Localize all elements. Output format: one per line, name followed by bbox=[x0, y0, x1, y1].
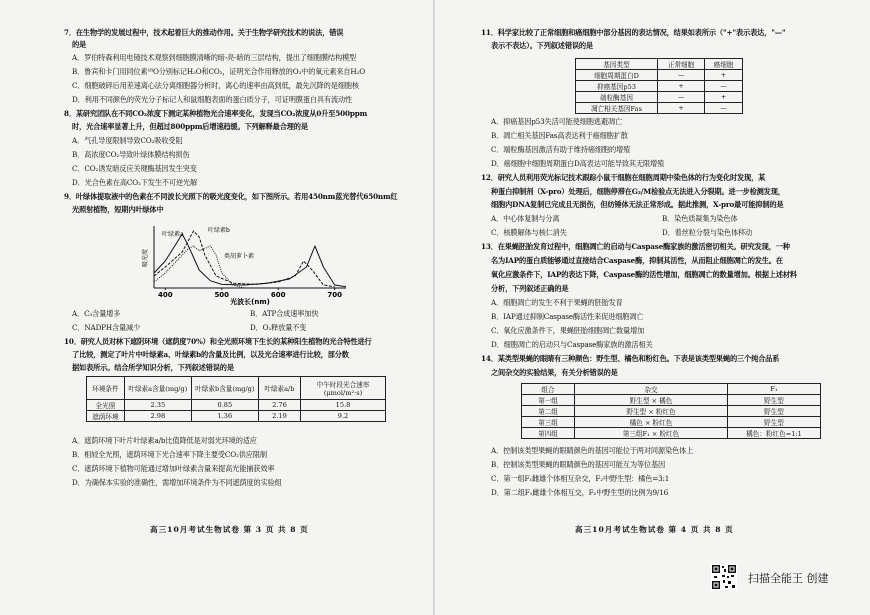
table-cell: 凋亡相关基因Fas bbox=[576, 103, 658, 114]
table-cell: 2.98 bbox=[124, 411, 191, 422]
table-row bbox=[87, 411, 386, 422]
q12-option-a: A．中心体复制与分离 bbox=[491, 214, 560, 223]
table-header-cell: 基因类型 bbox=[576, 59, 658, 70]
table-cell: 端粒酶基因 bbox=[576, 92, 658, 103]
q13-option-c: C．氧化应激条件下，果蝇胚胎细胞凋亡数量增加 bbox=[491, 326, 645, 335]
q10-stem: 10．研究人员对林下遮阴环境（遮荫度70%）和全光照环境下生长的某种阳生植物的光合特性进行 bbox=[64, 337, 372, 346]
q7-stem2: 的是 bbox=[72, 40, 87, 49]
q8-option-a: A．气孔导度限制导致CO₂吸收受阻 bbox=[72, 136, 183, 145]
q7-option-d: D．利用不同颜色的荧光分子标记人和鼠细胞表面的蛋白质分子，可证明膜蛋白具有流动性 bbox=[72, 95, 353, 104]
table-cell: 第三组 bbox=[522, 417, 575, 428]
table-cell: 第四组 bbox=[522, 428, 575, 439]
q13-option-b: B．IAP通过抑制Caspase酶活性来促进细胞凋亡 bbox=[491, 312, 644, 321]
q9-option-d: D．O₂释放量不变 bbox=[250, 323, 307, 332]
q9-option-b: B．ATP合成速率加快 bbox=[250, 309, 319, 318]
chart-y-label: 吸光度 bbox=[142, 248, 149, 268]
q11-stem2: 表示不表达）。下列叙述错误的是 bbox=[491, 41, 593, 50]
q7-stem: 7．在生物学的发展过程中，技术起着巨大的推动作用。关于生物学研究技术的说法，错误 bbox=[64, 28, 344, 37]
series-label-1: 叶绿素b bbox=[208, 227, 230, 234]
q13-stem2: 名为IAP的蛋白质能够通过直接结合Caspase酶，抑制其活性，从而阻止细胞凋亡的发生。在 bbox=[491, 256, 783, 265]
q9-stem2: 光照射植物，短期内叶绿体中 bbox=[72, 205, 164, 214]
q13-stem3: 氧化应激条件下，IAP的表达下降，Caspase酶的活性增加，细胞凋亡的数量增加。根据上述材料 bbox=[491, 270, 797, 279]
table-row bbox=[576, 92, 743, 103]
table-cell: 野生型 × 粉红色 bbox=[575, 406, 728, 417]
table-cell: 遮荫环境 bbox=[87, 411, 125, 422]
q12-option-c: C．核膜解体与核仁消失 bbox=[491, 228, 567, 237]
table-cell: 抑癌基因p53 bbox=[576, 81, 658, 92]
series-label-2: 类胡萝卜素 bbox=[224, 253, 255, 260]
table-header-cell: 中午时段光合速率(μmol/m²·s) bbox=[301, 377, 386, 400]
table-cell: — bbox=[705, 103, 743, 114]
table-cell: 第二组 bbox=[522, 406, 575, 417]
q11-option-c: C．端粒酶基因激活有助于维持癌细胞的增殖 bbox=[491, 145, 631, 154]
q14-option-d: D．第二组F₁雌雄个体相互交，F₂中野生型的比例为9/16 bbox=[491, 488, 669, 497]
table-cell: + bbox=[705, 92, 743, 103]
q12-option-d: D．着丝粒分裂与染色体移动 bbox=[662, 228, 753, 237]
table-header-cell: 叶绿素b含量(mg/g) bbox=[191, 377, 258, 400]
table-header-cell: 杂交 bbox=[575, 384, 728, 395]
table-row bbox=[522, 428, 821, 439]
q8-option-c: C．CO₂诱发暗反应关键酶基因发生突变 bbox=[72, 164, 197, 173]
table-row bbox=[522, 395, 821, 406]
series-label-0: 叶绿素a bbox=[162, 231, 184, 238]
x-tick-label: 500 bbox=[214, 291, 230, 299]
right-page bbox=[435, 0, 870, 615]
table-header-cell: 癌细胞 bbox=[705, 59, 743, 70]
q9-option-c: C．NADPH含量减少 bbox=[72, 323, 141, 332]
q14-stem: 14．某类型果蝇的眼睛有三种颜色：野生型、橘色和粉红色。下表是该类型果蝇的三个纯合品系 bbox=[481, 354, 780, 363]
table-cell: 野生型 bbox=[728, 417, 821, 428]
q9-option-a: A．C₃含量增多 bbox=[72, 309, 121, 318]
q8-stem2: 时，光合速率显著上升，但超过800ppm后增速趋缓。下列解释最合理的是 bbox=[72, 122, 308, 131]
table-cell: 第一组 bbox=[522, 395, 575, 406]
left-page-footer: 高三10月考试生物试卷 第 3 页 共 8 页 bbox=[150, 525, 309, 534]
q12-stem2: 种蛋白抑制剂（X-pro）处理后，细胞停滞在G₂/M检验点无法进入分裂期。进一步检测发现， bbox=[491, 187, 785, 196]
x-tick-label: 400 bbox=[157, 291, 173, 299]
table-cell: 15.8 bbox=[301, 400, 386, 411]
table-cell: 第三组F₁ × 粉红色 bbox=[575, 428, 728, 439]
table-header-cell: F₁ bbox=[728, 384, 821, 395]
q10-data-table bbox=[86, 376, 386, 422]
table-cell: 野生型 bbox=[728, 395, 821, 406]
q7-option-b: B．鲁宾和卡门用同位素¹⁸O分别标记H₂O和CO₂，证明光合作用释放的O₂中的氧元素来自H₂O bbox=[72, 67, 366, 76]
q12-stem3: 细胞内DNA复制已完成且无损伤，但纺锤体无法正常形成。据此推测，X-pro最可能抑制的是 bbox=[491, 200, 784, 209]
q9-stem: 9．叶绿体提取液中的色素在不同波长光照下的吸光度变化，如下图所示。若用450nm蓝光替代650nm红 bbox=[64, 192, 398, 201]
q14-cross-table bbox=[521, 383, 821, 439]
q8-stem: 8．某研究团队在不同CO₂浓度下测定某种植物光合速率变化，发现当CO₂浓度从0升至500ppm bbox=[64, 109, 368, 118]
q7-option-c: C．细胞破碎后用差速离心法分离细胞器分析时，离心的速率由高到低，最先沉降的是细胞核 bbox=[72, 81, 359, 90]
table-cell: 0.85 bbox=[191, 400, 258, 411]
q13-option-a: A．细胞凋亡的发生不利于果蝇的胚胎发育 bbox=[491, 298, 623, 307]
q12-option-b: B．染色质凝集为染色体 bbox=[662, 214, 738, 223]
table-cell: + bbox=[705, 70, 743, 81]
series-line-0 bbox=[154, 234, 346, 287]
q10-option-b: B．相较全光照，遮荫环境下光合速率下降主要受CO₂供应限制 bbox=[72, 450, 267, 459]
table-header-cell: 环境条件 bbox=[87, 377, 125, 400]
q11-option-a: A．抑癌基因p53失活可能使细胞逃避凋亡 bbox=[491, 117, 622, 126]
table-row bbox=[87, 400, 386, 411]
q10-stem2: 了比较，测定了叶片中叶绿素a、叶绿素b的含量及比例，以及光合速率进行比较，部分数 bbox=[72, 350, 349, 359]
table-cell: 1.36 bbox=[191, 411, 258, 422]
q8-option-b: B．高浓度CO₂导致叶绿体膜结构损伤 bbox=[72, 150, 190, 159]
q14-option-c: C．第一组F₁雌雄个体相互杂交，F₂中野生型：橘色=3:1 bbox=[491, 474, 670, 483]
q8-option-d: D．光合色素在高CO₂下发生不可逆光解 bbox=[72, 178, 198, 187]
x-tick-label: 700 bbox=[327, 291, 343, 299]
qr-code-icon bbox=[711, 564, 737, 590]
table-cell: 2.19 bbox=[258, 411, 300, 422]
table-cell: — bbox=[705, 81, 743, 92]
table-header-cell: 组合 bbox=[522, 384, 575, 395]
table-cell: + bbox=[657, 81, 704, 92]
table-row bbox=[522, 406, 821, 417]
q10-option-c: C．遮荫环境下植物可能通过增加叶绿素含量来提高光能捕获效率 bbox=[72, 464, 275, 473]
table-header-row bbox=[87, 377, 386, 400]
table-header-row bbox=[522, 384, 821, 395]
q14-option-a: A．控制该类型果蝇的眼睛颜色的基因可能位于两对同源染色体上 bbox=[491, 446, 694, 455]
table-cell: 2.35 bbox=[124, 400, 191, 411]
table-header-cell: 叶绿素a含量(mg/g) bbox=[124, 377, 191, 400]
table-cell: 橘色：粉红色=1:1 bbox=[728, 428, 821, 439]
q12-stem: 12．研究人员利用荧光标记技术跟踪小鼠干细胞在细胞周期中染色体的行为变化时发现，某 bbox=[481, 173, 766, 182]
table-row bbox=[576, 70, 743, 81]
q14-stem2: 之间杂交的实验结果，有关分析错误的是 bbox=[491, 368, 618, 377]
q11-stem: 11．科学家比较了正常细胞和癌细胞中部分基因的表达情况，结果如表所示（"+"表示表达，"—" bbox=[481, 28, 786, 37]
table-header-cell: 叶绿素a/b bbox=[258, 377, 300, 400]
table-cell: 野生型 bbox=[728, 406, 821, 417]
table-cell: 2.76 bbox=[258, 400, 300, 411]
table-cell: 全光照 bbox=[87, 400, 125, 411]
q11-option-d: D．癌细胞中细胞周期蛋白D高表达可能导致其无限增殖 bbox=[491, 159, 665, 168]
q10-option-a: A．遮荫环境下叶片叶绿素a/b比值降低是对弱光环境的适应 bbox=[72, 436, 257, 445]
q13-option-d: D．细胞凋亡的启动只与Caspase酶家族的激活相关 bbox=[491, 340, 653, 349]
q10-option-d: D．为确保本实验的准确性，需增加环境条件为不同遮荫度的实验组 bbox=[72, 478, 282, 487]
q11-option-b: B．凋亡相关基因Fas高表达利于癌细胞扩散 bbox=[491, 131, 628, 140]
table-row bbox=[576, 103, 743, 114]
q13-stem4: 分析，下列叙述正确的是 bbox=[491, 284, 569, 293]
table-row bbox=[576, 81, 743, 92]
x-tick-label: 600 bbox=[270, 291, 286, 299]
scanner-watermark: 扫描全能王 创建 bbox=[748, 572, 829, 585]
q11-gene-table bbox=[575, 58, 743, 114]
right-page-footer: 高三10月考试生物试卷 第 4 页 共 8 页 bbox=[575, 525, 734, 534]
table-header-row bbox=[576, 59, 743, 70]
table-cell: 9.2 bbox=[301, 411, 386, 422]
table-cell: 细胞周期蛋白D bbox=[576, 70, 658, 81]
q10-stem3: 据如表所示。结合所学知识分析，下列叙述错误的是 bbox=[72, 363, 234, 372]
chart-x-label: 光波长(nm) bbox=[230, 298, 270, 306]
absorption-spectrum-chart bbox=[140, 218, 355, 306]
table-cell: + bbox=[657, 103, 704, 114]
table-cell: — bbox=[657, 92, 704, 103]
q7-option-a: A．罗伯特森利用电镜技术观察到细胞膜清晰的暗-亮-暗的三层结构，提出了细胞膜结构模型 bbox=[72, 53, 357, 62]
q14-option-b: B．控制该类型果蝇的眼睛颜色的基因可能互为等位基因 bbox=[491, 460, 666, 469]
table-row bbox=[522, 417, 821, 428]
q13-stem: 13．在果蝇胚胎发育过程中，细胞凋亡的启动与Caspase酶家族的激活密切相关。研究发现，一种 bbox=[481, 242, 790, 251]
table-cell: 橘色 × 粉红色 bbox=[575, 417, 728, 428]
table-cell: — bbox=[657, 70, 704, 81]
table-cell: 野生型 × 橘色 bbox=[575, 395, 728, 406]
table-header-cell: 正常细胞 bbox=[657, 59, 704, 70]
